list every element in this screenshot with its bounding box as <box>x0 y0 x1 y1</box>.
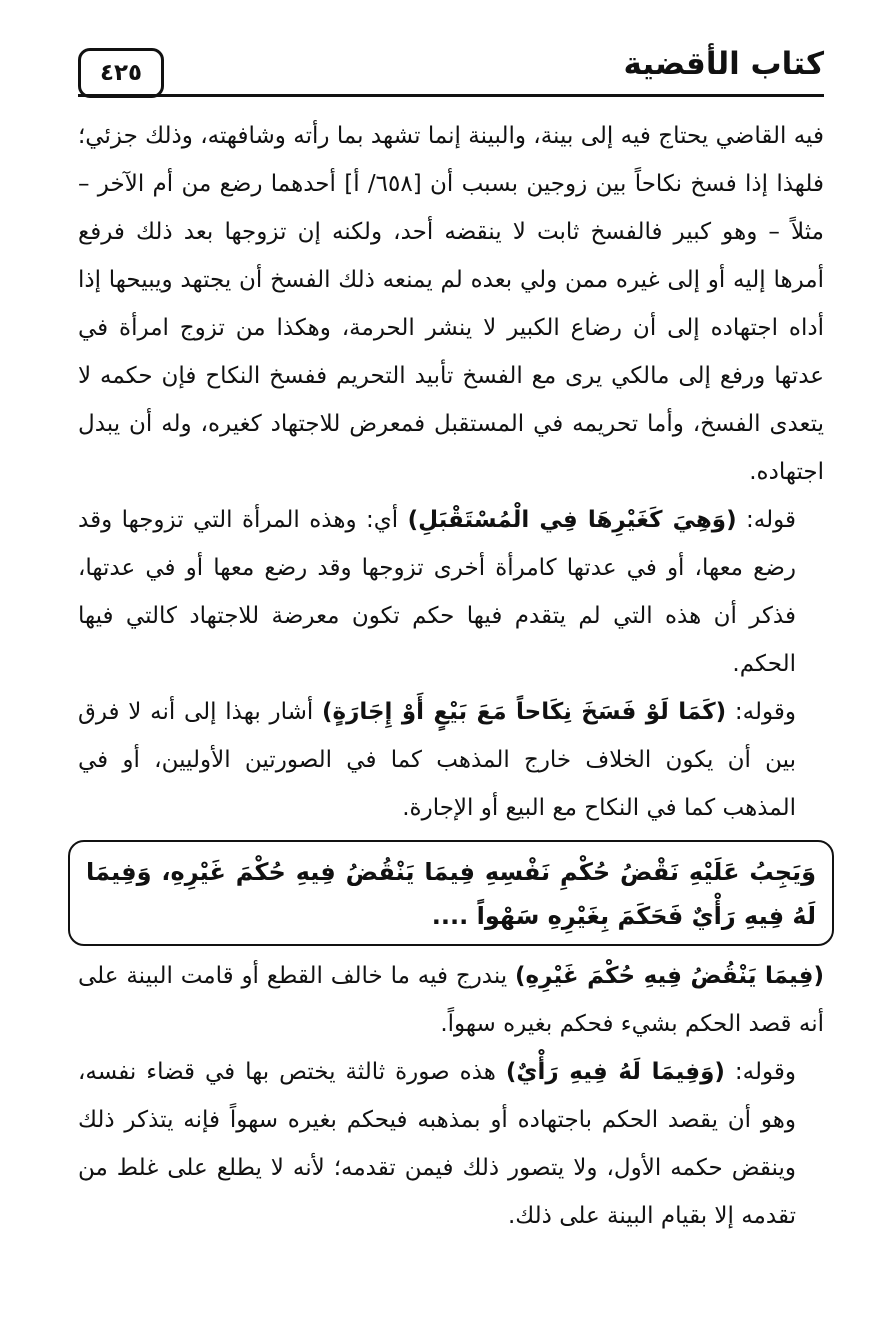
header-rule <box>78 94 824 97</box>
paragraph <box>78 688 824 832</box>
paragraph-text: أي: وهذه المرأة التي تزوجها وقد رضع معها، أو في عدتها كامرأة أخرى تزوجها وقد رضع معها أو في عدتها، فذكر أن هذه التي لم يتقدم فيها حكم تكون معرضة للاجتهاد كالتي فيها الحكم. <box>78 507 796 677</box>
paragraph-text: فيه القاضي يحتاج فيه إلى بينة، والبينة إنما تشهد بما رأته وشافهته، وذلك جزئي؛ فلهذا إذا فسخ نكاحاً بين زوجين بسبب أن [٦٥٨/ أ] أحدهما رضع من أم الآخر – مثلاً – وهو كبير فالفسخ ثابت لا ينقضه أحد، ولكنه إن تزوجها بعد ذلك فرفع أمرها إليه أو إلى غيره ممن ولي بعده لم يمنعه ذلك الفسخ أن يجتهد ويبيحها إذا أداه اجتهاده إلى أن رضاع الكبير لا ينشر الحرمة، وهكذا من تزوج امرأة في عدتها ورفع إلى مالكي يرى مع الفسخ تأبيد التحريم ففسخ النكاح فإن حكمه لا يتعدى الفسخ، وأما تحريمه في المستقبل فمعرض للاجتهاد كغيره، وله أن يبدل اجتهاده. <box>78 123 825 485</box>
page-header <box>78 40 824 102</box>
page-number: ٤٢٥ <box>99 60 143 86</box>
paragraph-lead: قوله: <box>736 507 797 533</box>
paragraph <box>78 496 824 688</box>
paragraph-text: هذه صورة ثالثة يختص بها في قضاء نفسه، وهو أن يقصد الحكم باجتهاده أو بمذهبه فيحكم بغيره سهواً فإنه يتذكر ذلك وينقض حكمه الأول، ولا يتصور ذلك فيمن تقدمه؛ لأنه لا يطلع على غلط من تقدمه إلا بقيام البينة على ذلك. <box>78 1059 796 1229</box>
paragraph-lead: وقوله: <box>724 1059 796 1085</box>
matn-box <box>68 840 834 946</box>
paragraph <box>78 112 824 496</box>
paragraph-lead: وقوله: <box>726 699 796 725</box>
paragraph <box>78 1048 824 1240</box>
quoted-matn: (فِيمَا يَنْقُضُ فِيهِ حُكْمَ غَيْرِهِ) <box>515 963 824 989</box>
page-body <box>78 112 824 1240</box>
quoted-matn: (كَمَا لَوْ فَسَخَ نِكَاحاً مَعَ بَيْعٍ أَوْ إِجَارَةٍ) <box>321 699 727 725</box>
quoted-matn: (وَهِيَ كَغَيْرِهَا فِي الْمُسْتَقْبَلِ) <box>407 507 737 533</box>
running-title: كتاب الأقضية <box>623 46 824 82</box>
paragraph <box>78 952 824 1048</box>
paragraph-text: يندرج فيه ما خالف القطع أو قامت البينة على أنه قصد الحكم بشيء فحكم بغيره سهواً. <box>78 963 824 1037</box>
paragraph-text: أشار بهذا إلى أنه لا فرق بين أن يكون الخلاف خارج المذهب كما في الصورتين الأوليين، أو في المذهب كما في النكاح مع البيع أو الإجارة. <box>78 699 796 821</box>
matn-text: وَيَجِبُ عَلَيْهِ نَقْضُ حُكْمِ نَفْسِهِ فِيمَا يَنْقُضُ فِيهِ حُكْمَ غَيْرِهِ، وَفِيمَا لَهُ فِيهِ رَأْيٌ فَحَكَمَ بِغَيْرِهِ سَهْواً .... <box>86 858 816 930</box>
page-number-box <box>78 48 164 98</box>
quoted-matn: (وَفِيمَا لَهُ فِيهِ رَأْيٌ) <box>505 1059 725 1085</box>
